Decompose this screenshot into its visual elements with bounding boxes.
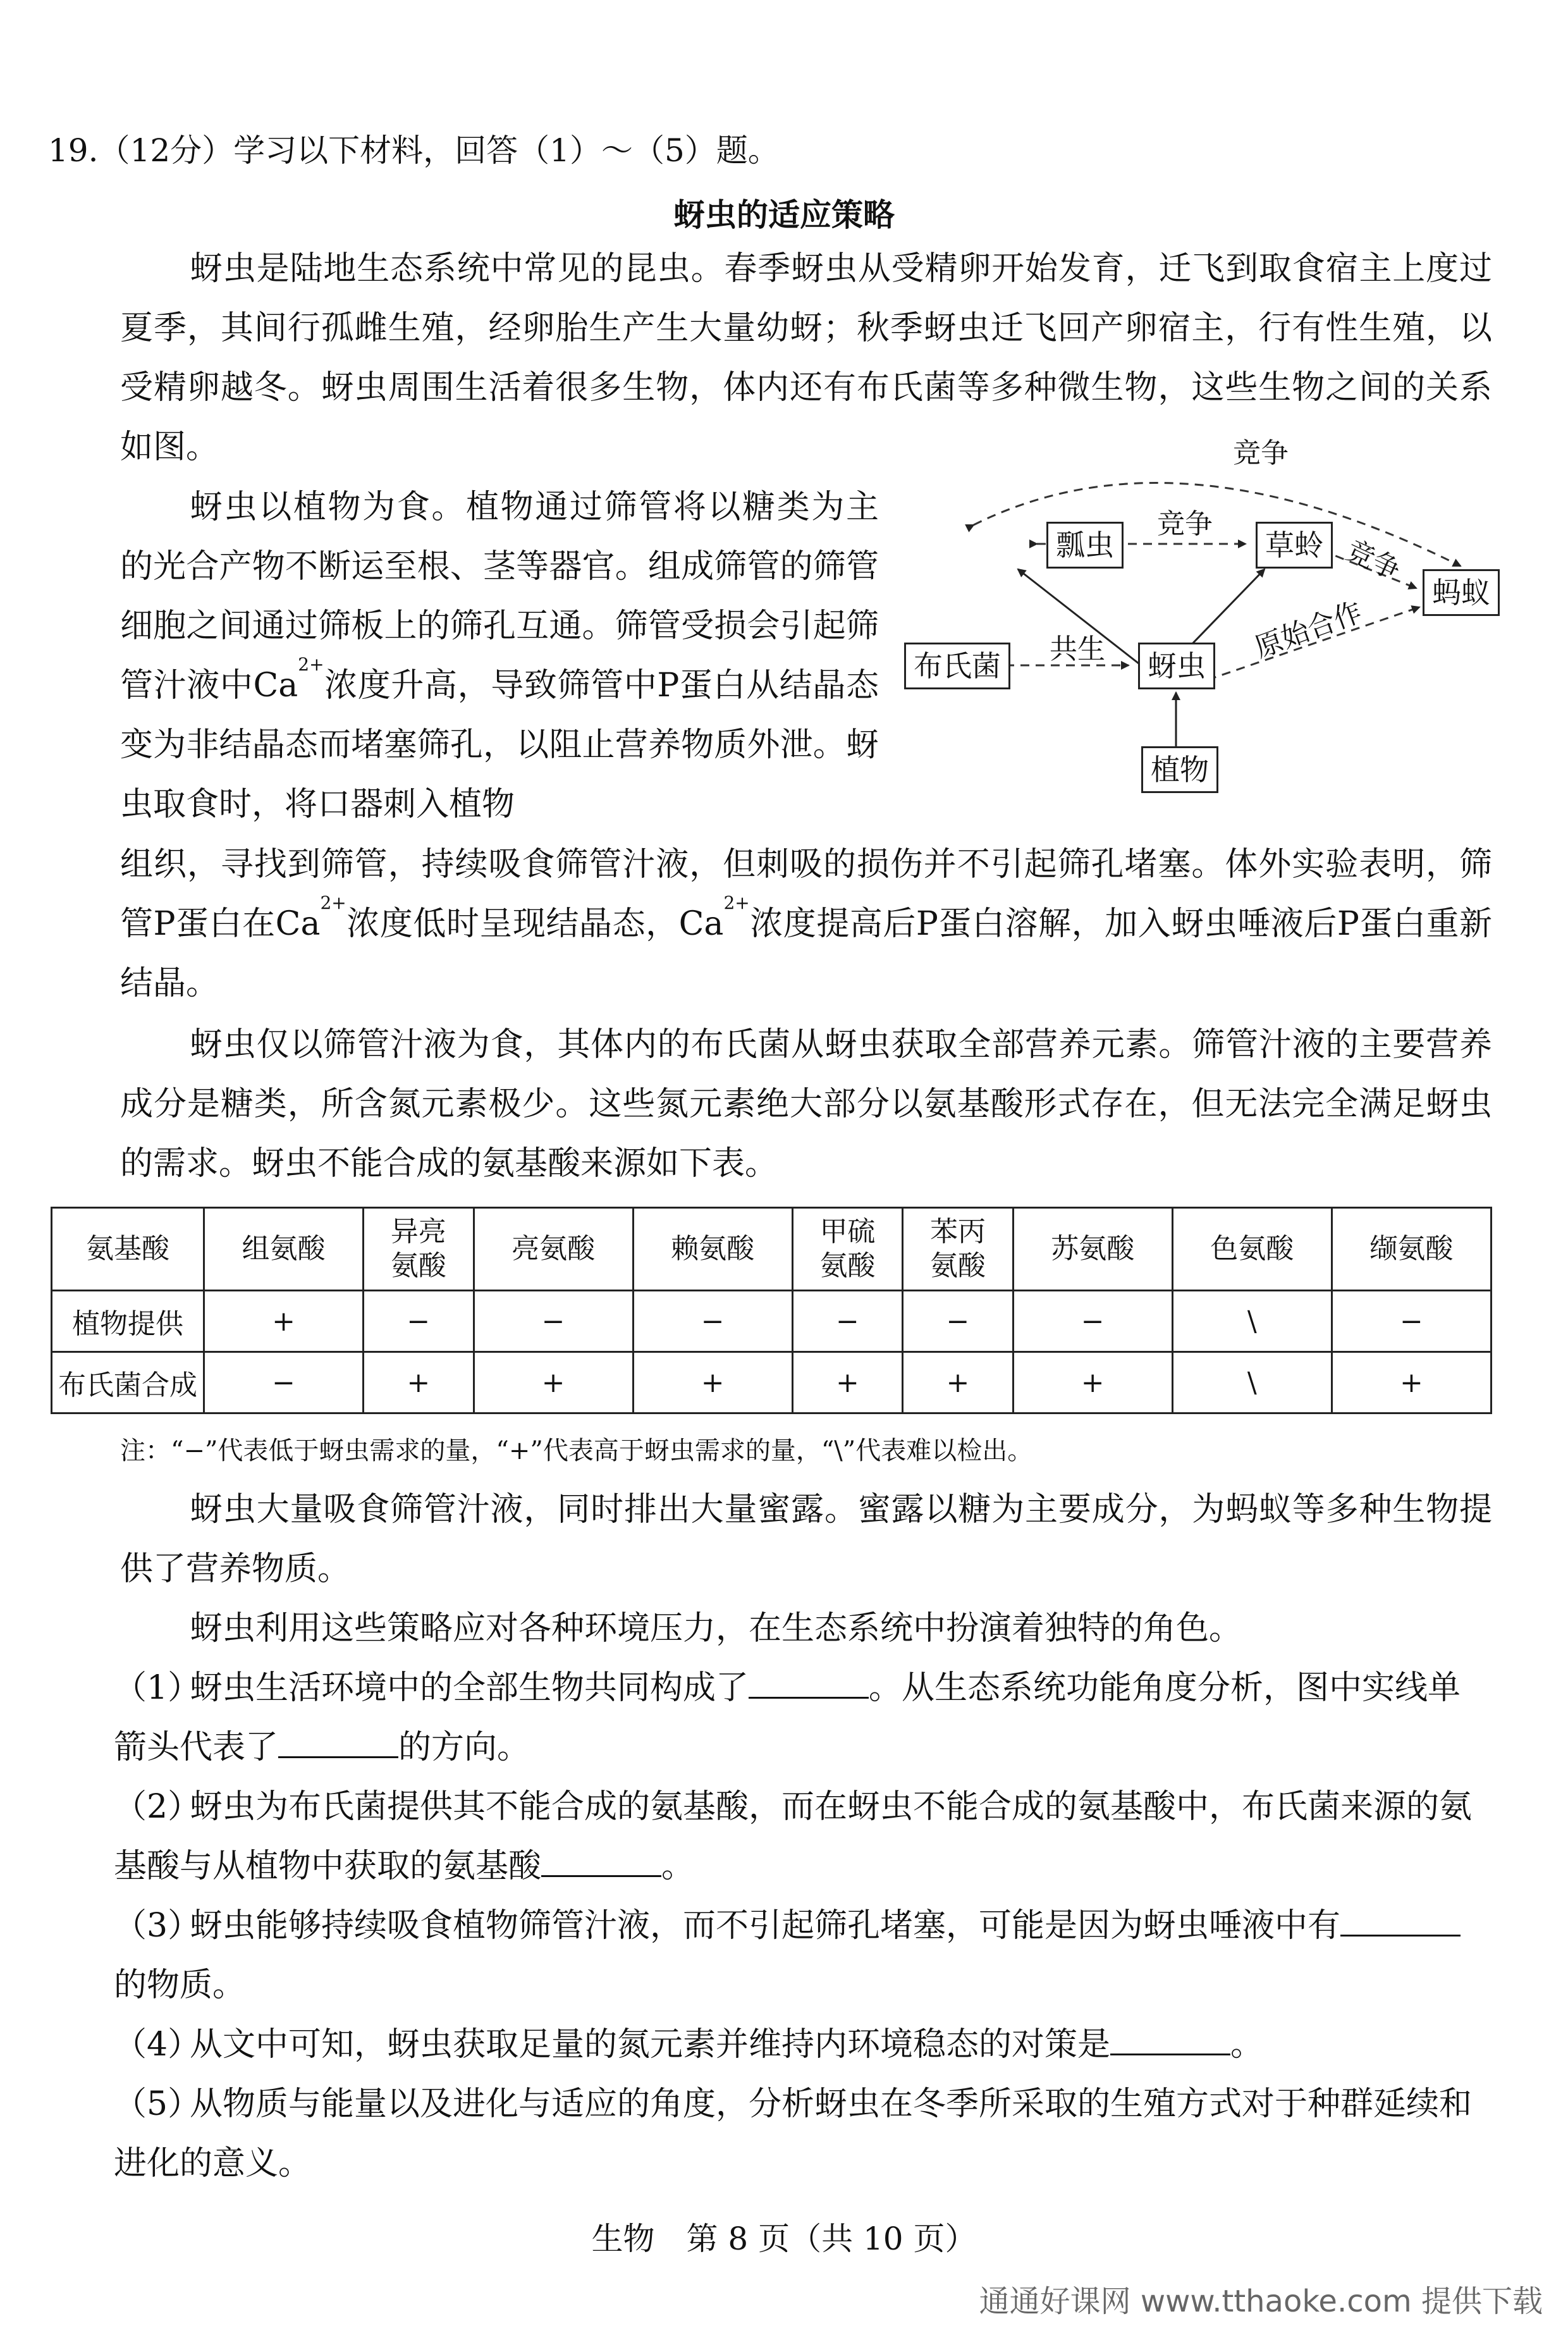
label-competition-right: 竞争 bbox=[1341, 534, 1406, 587]
table-cell: − bbox=[903, 1291, 1014, 1352]
paragraph-2b bbox=[120, 835, 1492, 1013]
question-text: 。从生态系统功能角度分析，图中实线单箭头代表了 bbox=[114, 1669, 1461, 1766]
table-cell: + bbox=[364, 1352, 474, 1413]
table-note: 注：“−”代表低于蚜虫需求的量，“+”代表高于蚜虫需求的量，“\”代表难以检出。 bbox=[120, 1436, 1033, 1465]
table-header-cell: 赖氨酸 bbox=[633, 1208, 792, 1291]
question-text: 蚜虫能够持续吸食植物筛管汁液，而不引起筛孔堵塞，可能是因为蚜虫唾液中有 bbox=[190, 1907, 1341, 1945]
question-number: （2） bbox=[114, 1788, 201, 1826]
table-cell: − bbox=[1013, 1291, 1172, 1352]
node-ladybug: 瓢虫 bbox=[1046, 522, 1124, 569]
label-protocooperation: 原始合作 bbox=[1251, 596, 1366, 665]
table-cell: − bbox=[474, 1291, 633, 1352]
amino-acid-table bbox=[51, 1207, 1492, 1414]
table-header-cell: 亮氨酸 bbox=[474, 1208, 633, 1291]
question-text: 的物质。 bbox=[114, 1966, 246, 2004]
question-2 bbox=[114, 1777, 1492, 1896]
question-number: （5） bbox=[114, 2085, 201, 2123]
paragraph-2b-text-1: 组织，寻找到筛管，持续吸食筛管汁液，但刺吸的损伤并不引起筛孔堵塞。体外实验表明，筛管P蛋白在Ca bbox=[120, 846, 1492, 943]
header-text: 苯丙 氨酸 bbox=[929, 1216, 986, 1282]
table-cell: + bbox=[633, 1352, 792, 1413]
question-number: （4） bbox=[114, 2026, 201, 2064]
header-text: 甲硫 氨酸 bbox=[819, 1216, 876, 1282]
row-label: 布氏菌合成 bbox=[52, 1352, 204, 1413]
table-cell: + bbox=[1332, 1352, 1491, 1413]
answer-blank[interactable] bbox=[278, 1731, 398, 1758]
watermark: 通通好课网 www.tthaoke.com 提供下载 bbox=[979, 2284, 1543, 2319]
table-header-cell: 氨基酸 bbox=[52, 1208, 204, 1291]
table-header-cell: 组氨酸 bbox=[204, 1208, 364, 1291]
row-label: 植物提供 bbox=[52, 1291, 204, 1352]
relationship-diagram bbox=[904, 430, 1505, 803]
question-4 bbox=[114, 2015, 1492, 2074]
label-symbiosis: 共生 bbox=[1050, 633, 1105, 665]
table-cell: \ bbox=[1172, 1352, 1332, 1413]
paragraph-3: 蚜虫仅以筛管汁液为食，其体内的布氏菌从蚜虫获取全部营养元素。筛管汁液的主要营养成分是糖类，所含氮元素极少。这些氮元素绝大部分以氨基酸形式存在，但无法完全满足蚜虫的需求。蚜虫不能合成的氨基酸来源如下表。 bbox=[120, 1026, 1492, 1183]
node-buchnera: 布氏菌 bbox=[904, 643, 1010, 689]
table-header-cell: 缬氨酸 bbox=[1332, 1208, 1491, 1291]
question-number: （3） bbox=[114, 1907, 201, 1945]
question-header: 19.（12分）学习以下材料，回答（1）～（5）题。 bbox=[48, 132, 780, 169]
question-1 bbox=[114, 1658, 1492, 1777]
paragraph-2a-text-2: 浓度升高，导致筛管中P蛋白从结晶态变为非结晶态而堵塞筛孔，以阻止营养物质外泄。蚜虫取食时，将口器刺入植物 bbox=[120, 667, 879, 823]
article-title: 蚜虫的适应策略 bbox=[673, 196, 895, 233]
page-footer: 生物 第 8 页（共 10 页） bbox=[591, 2220, 977, 2257]
table-header-cell: 色氨酸 bbox=[1172, 1208, 1332, 1291]
superscript: 2+ bbox=[320, 892, 346, 913]
paragraph-2a-text-1: 蚜虫以植物为食。植物通过筛管将以糖类为主的光合产物不断运至根、茎等器官。组成筛管的筛管细胞之间通过筛板上的筛孔互通。筛管受损会引起筛管汁液中Ca bbox=[120, 488, 879, 705]
paragraph-4: 蚜虫大量吸食筛管汁液，同时排出大量蜜露。蜜露以糖为主要成分，为蚂蚁等多种生物提供了营养物质。 bbox=[120, 1491, 1492, 1588]
question-text: 。 bbox=[661, 1847, 695, 1885]
table-cell: − bbox=[364, 1291, 474, 1352]
question-text: 。 bbox=[1230, 2026, 1264, 2064]
table-cell: + bbox=[1013, 1352, 1172, 1413]
table-row bbox=[52, 1291, 1491, 1352]
answer-blank[interactable] bbox=[541, 1850, 661, 1877]
table-cell: + bbox=[474, 1352, 633, 1413]
node-aphid: 蚜虫 bbox=[1138, 643, 1215, 689]
label-competition-top: 竞争 bbox=[1233, 437, 1289, 469]
table-cell: − bbox=[792, 1291, 903, 1352]
table-row bbox=[52, 1352, 1491, 1413]
question-text: 蚜虫为布氏菌提供其不能合成的氨基酸，而在蚜虫不能合成的氨基酸中，布氏菌来源的氨基酸与从植物中获取的氨基酸 bbox=[114, 1788, 1473, 1885]
paragraph-2b-text-2: 浓度低时呈现结晶态，Ca bbox=[346, 905, 724, 943]
paragraph-2b-text-3: 浓度提高后P蛋白溶解，加入蚜虫唾液后P蛋白重新结晶。 bbox=[120, 905, 1493, 1002]
table-header-cell bbox=[792, 1208, 903, 1291]
table-cell: \ bbox=[1172, 1291, 1332, 1352]
paragraph-5: 蚜虫利用这些策略应对各种环境压力，在生态系统中扮演着独特的角色。 bbox=[190, 1610, 1242, 1647]
paragraph-1-text: 蚜虫是陆地生态系统中常见的昆虫。春季蚜虫从受精卵开始发育，迁飞到取食宿主上度过夏季，其间行孤雌生殖，经卵胎生产生大量幼蚜；秋季蚜虫迁飞回产卵宿主，行有性生殖，以受精卵越冬。蚜虫周围生活着很多生物，体内还有布氏菌等多种微生物，这些生物之间的关系如图。 bbox=[120, 250, 1492, 466]
question-text: 蚜虫生活环境中的全部生物共同构成了 bbox=[190, 1669, 749, 1707]
question-5 bbox=[114, 2074, 1492, 2193]
table-cell: − bbox=[204, 1352, 364, 1413]
header-text: 异亮 氨酸 bbox=[390, 1216, 446, 1282]
question-3 bbox=[114, 1896, 1492, 2015]
table-header-row bbox=[52, 1208, 1491, 1291]
superscript: 2+ bbox=[723, 892, 750, 913]
answer-blank[interactable] bbox=[1340, 1909, 1461, 1937]
table-cell: + bbox=[204, 1291, 364, 1352]
node-lacewing: 草蛉 bbox=[1256, 522, 1333, 569]
question-text: 从文中可知，蚜虫获取足量的氮元素并维持内环境稳态的对策是 bbox=[190, 2026, 1111, 2064]
table-cell: − bbox=[633, 1291, 792, 1352]
paragraph-2a bbox=[120, 477, 879, 834]
table-header-cell bbox=[903, 1208, 1014, 1291]
superscript: 2+ bbox=[298, 654, 324, 675]
question-text: 从物质与能量以及进化与适应的角度，分析蚜虫在冬季所采取的生殖方式对于种群延续和进化的意义。 bbox=[114, 2085, 1473, 2183]
question-text: 的方向。 bbox=[398, 1728, 530, 1766]
table-cell: + bbox=[903, 1352, 1014, 1413]
table-header-cell bbox=[364, 1208, 474, 1291]
label-competition-mid: 竞争 bbox=[1157, 508, 1213, 540]
answer-blank[interactable] bbox=[1110, 2028, 1230, 2055]
answer-blank[interactable] bbox=[749, 1672, 869, 1699]
node-ant: 蚂蚁 bbox=[1423, 569, 1500, 616]
question-number: （1） bbox=[114, 1669, 201, 1707]
table-cell: − bbox=[1332, 1291, 1491, 1352]
table-cell: + bbox=[792, 1352, 903, 1413]
table-header-cell: 苏氨酸 bbox=[1013, 1208, 1172, 1291]
node-plant: 植物 bbox=[1141, 746, 1218, 793]
